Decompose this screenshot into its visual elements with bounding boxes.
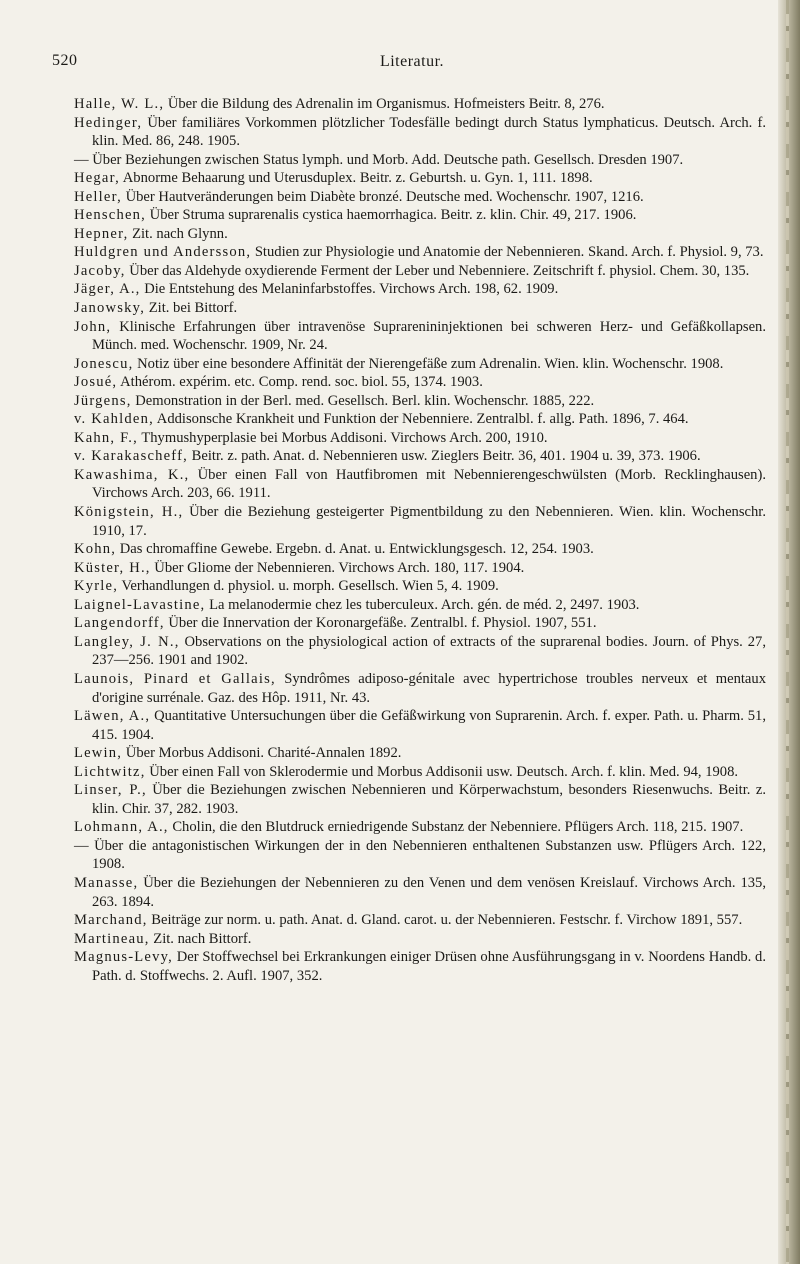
page-number: 520 <box>52 52 78 69</box>
reference-author: Laignel-Lavastine, <box>74 596 206 613</box>
reference-entry <box>74 614 766 633</box>
reference-text: Notiz über eine besondere Affinität der Nierengefäße zum Adrenalin. Wien. klin. Wochenschr. 1908. <box>133 355 724 372</box>
reference-text: Addisonsche Krankheit und Funktion der Nebenniere. Zentralbl. f. allg. Path. 1896, 7. 464. <box>153 411 689 428</box>
running-title: Literatur. <box>379 53 445 70</box>
reference-text: Die Entstehung des Melaninfarbstoffes. Virchows Arch. 198, 62. 1909. <box>140 281 559 298</box>
reference-entry <box>74 818 766 837</box>
reference-author: Heller, <box>74 188 122 205</box>
reference-author: Langendorff, <box>74 615 165 632</box>
reference-author: John, <box>74 318 112 335</box>
reference-entry <box>74 596 766 615</box>
reference-text: Beiträge zur norm. u. path. Anat. d. Gland. carot. u. der Nebennieren. Festschr. f. Virchow 1891, 557. <box>147 912 743 929</box>
reference-author: Martineau, <box>74 930 150 947</box>
reference-author: Lewin, <box>74 745 123 762</box>
reference-entry <box>74 243 766 262</box>
reference-entry <box>74 744 766 763</box>
reference-text: Über einen Fall von Sklerodermie und Morbus Addisonii usw. Deutsch. Arch. f. klin. Med. 94, 1908. <box>145 763 739 780</box>
reference-text: Thymushyperplasie bei Morbus Addisoni. Virchows Arch. 200, 1910. <box>137 429 548 446</box>
page-edge-binding <box>778 0 800 1264</box>
reference-entry <box>74 540 766 559</box>
reference-text: Verhandlungen d. physiol. u. morph. Gesellsch. Wien 5, 4. 1909. <box>118 578 499 595</box>
reference-text: Zit. nach Glynn. <box>128 225 228 242</box>
reference-entry <box>74 837 766 874</box>
reference-entry <box>74 874 766 911</box>
reference-entry <box>74 262 766 281</box>
reference-author: Königstein, H., <box>74 504 184 521</box>
reference-author: Halle, W. L., <box>74 96 165 112</box>
reference-author: v. Kahlden, <box>74 411 154 428</box>
reference-text: — Über die antagonistischen Wirkungen der in den Nebennieren enthaltenen Substanzen usw. Pflügers Arch. 122, 1908. <box>74 837 766 873</box>
reference-author: Jonescu, <box>74 355 134 372</box>
reference-entry <box>74 559 766 578</box>
reference-text: Über die Beziehung gesteigerter Pigmentbildung zu den Nebennieren. Wien. klin. Wochenschr. 1910, 17. <box>92 504 766 539</box>
reference-entry <box>74 911 766 930</box>
reference-text: Über Hautveränderungen beim Diabète bronzé. Deutsche med. Wochenschr. 1907, 1216. <box>121 188 644 205</box>
reference-entry <box>74 280 766 299</box>
reference-text: — Über Beziehungen zwischen Status lymph. und Morb. Add. Deutsche path. Gesellsch. Dresden 1907. <box>74 151 684 168</box>
reference-text: Über die Innervation der Koronargefäße. Zentralbl. f. Physiol. 1907, 551. <box>164 615 597 632</box>
reference-text: Über Morbus Addisoni. Charité-Annalen 1892. <box>122 745 402 762</box>
reference-text: Syndrômes adiposo-génitale avec hypertrichose troubles nerveux et mentaux d'origine surrénale. Gaz. des Hôp. 1911, Nr. 43. <box>92 670 766 706</box>
reference-text: Der Stoffwechsel bei Erkrankungen einiger Drüsen ohne Ausführungsgang in v. Noordens Handb. d. Path. d. Stoffwechs. 2. Aufl. 1907, 352. <box>92 949 766 984</box>
reference-entry <box>74 466 766 503</box>
reference-author: Hepner, <box>74 225 129 242</box>
reference-author: Launois, Pinard et Gallais, <box>74 670 276 687</box>
reference-text: Zit. nach Bittorf. <box>149 930 252 947</box>
reference-text: Über die Bildung des Adrenalin im Organismus. Hofmeisters Beitr. 8, 276. <box>164 96 605 112</box>
reference-entry <box>74 763 766 782</box>
reference-author: v. Karakascheff, <box>74 448 189 465</box>
reference-entry <box>74 373 766 392</box>
reference-text: Über Gliome der Nebennieren. Virchows Arch. 180, 117. 1904. <box>150 559 525 576</box>
reference-author: Läwen, A., <box>74 708 151 725</box>
reference-entry <box>74 392 766 411</box>
reference-text: Studien zur Physiologie und Anatomie der Nebennieren. Skand. Arch. f. Physiol. 9, 73. <box>251 244 764 261</box>
reference-text: Über das Aldehyde oxydierende Ferment der Leber und Nebenniere. Zeitschrift f. physiol. Chem. 30, 135. <box>125 262 750 279</box>
reference-entry <box>74 355 766 374</box>
reference-author: Manasse, <box>74 874 139 891</box>
reference-entry <box>74 670 766 707</box>
reference-author: Jürgens, <box>74 392 132 409</box>
reference-entry <box>74 503 766 540</box>
reference-entry <box>74 169 766 188</box>
reference-text: La melanodermie chez les tuberculeux. Arch. gén. de méd. 2, 2497. 1903. <box>205 596 640 613</box>
reference-text: Cholin, die den Blutdruck erniedrigende Substanz der Nebenniere. Pflügers Arch. 118, 215. 1907. <box>168 819 744 836</box>
reference-text: Über die Beziehungen zwischen Nebennieren und Körperwachstum, besonders Riesenwuchs. Beitr. z. klin. Chir. 37, 282. 1903. <box>92 782 766 817</box>
reference-author: Huldgren und Andersson, <box>74 244 252 261</box>
reference-author: Kahn, F., <box>74 429 138 446</box>
reference-author: Jacoby, <box>74 262 126 279</box>
reference-author: Lichtwitz, <box>74 763 146 780</box>
reference-entry <box>74 930 766 949</box>
reference-entry <box>74 95 766 114</box>
reference-text: Abnorme Behaarung und Uterusduplex. Beitr. z. Geburtsh. u. Gyn. 1, 111. 1898. <box>119 170 593 187</box>
reference-text: Observations on the physiological action of extracts of the suprarenal bodies. Journ. of Phys. 27, 237—256. 1901 and 1902. <box>92 633 767 669</box>
reference-entry <box>74 410 766 429</box>
reference-entry <box>74 151 766 170</box>
reference-text: Über einen Fall von Hautfibromen mit Nebennierengeschwülsten (Morb. Recklinghausen). Virchows Arch. 203, 66. 1911. <box>92 466 766 502</box>
reference-text: Athérom. expérim. etc. Comp. rend. soc. biol. 55, 1374. 1903. <box>117 374 483 391</box>
reference-author: Jäger, A., <box>74 281 141 298</box>
reference-author: Hegar, <box>74 170 120 187</box>
reference-text: Über familiäres Vorkommen plötzlicher Todesfälle bedingt durch Status lymphaticus. Deutsch. Arch. f. klin. Med. 86, 248. 1905. <box>92 114 766 150</box>
reference-text: Quantitative Untersuchungen über die Gefäßwirkung von Suprarenin. Arch. f. exper. Path. u. Pharm. 51, 415. 1904. <box>92 708 766 743</box>
reference-entry <box>74 948 766 985</box>
reference-text: Demonstration in der Berl. med. Gesellsch. Berl. klin. Wochenschr. 1885, 222. <box>131 392 595 409</box>
reference-entry <box>74 114 766 151</box>
reference-entry <box>74 429 766 448</box>
reference-text: Beitr. z. path. Anat. d. Nebennieren usw. Zieglers Beitr. 36, 401. 1904 u. 39, 373. 1906. <box>188 448 701 465</box>
reference-entry <box>74 225 766 244</box>
reference-author: Kyrle, <box>74 578 119 595</box>
reference-text: Über die Beziehungen der Nebennieren zu den Venen und dem venösen Kreislauf. Virchows Arch. 135, 263. 1894. <box>92 874 766 910</box>
reference-entry <box>74 707 766 744</box>
reference-entry <box>74 206 766 225</box>
reference-author: Küster, H., <box>74 559 151 576</box>
reference-entry <box>74 781 766 818</box>
reference-entry <box>74 577 766 596</box>
reference-author: Linser, P., <box>74 782 147 799</box>
page-header <box>52 52 772 78</box>
reference-author: Magnus-Levy, <box>74 949 173 966</box>
reference-entry <box>74 188 766 207</box>
reference-author: Kawashima, K., <box>74 466 190 483</box>
reference-author: Hedinger, <box>74 114 143 131</box>
reference-author: Langley, J. N., <box>74 633 180 650</box>
reference-entry <box>74 299 766 318</box>
reference-author: Kohn, <box>74 541 117 558</box>
reference-author: Josué, <box>74 374 118 391</box>
reference-author: Henschen, <box>74 207 146 224</box>
reference-list <box>74 95 766 985</box>
reference-author: Marchand, <box>74 912 148 929</box>
reference-author: Lohmann, A., <box>74 819 169 836</box>
reference-entry <box>74 318 766 355</box>
reference-text: Über Struma suprarenalis cystica haemorrhagica. Beitr. z. klin. Chir. 49, 217. 1906. <box>146 207 637 224</box>
reference-author: Janowsky, <box>74 300 146 317</box>
reference-entry <box>74 447 766 466</box>
reference-text: Das chromaffine Gewebe. Ergebn. d. Anat. u. Entwicklungsgesch. 12, 254. 1903. <box>116 541 594 558</box>
reference-text: Klinische Erfahrungen über intravenöse Suprarenininjektionen bei schweren Herz- und Gefäßkollapsen. Münch. med. Wochenschr. 1909, Nr. 24. <box>92 318 766 354</box>
reference-entry <box>74 633 766 670</box>
reference-text: Zit. bei Bittorf. <box>145 300 238 317</box>
